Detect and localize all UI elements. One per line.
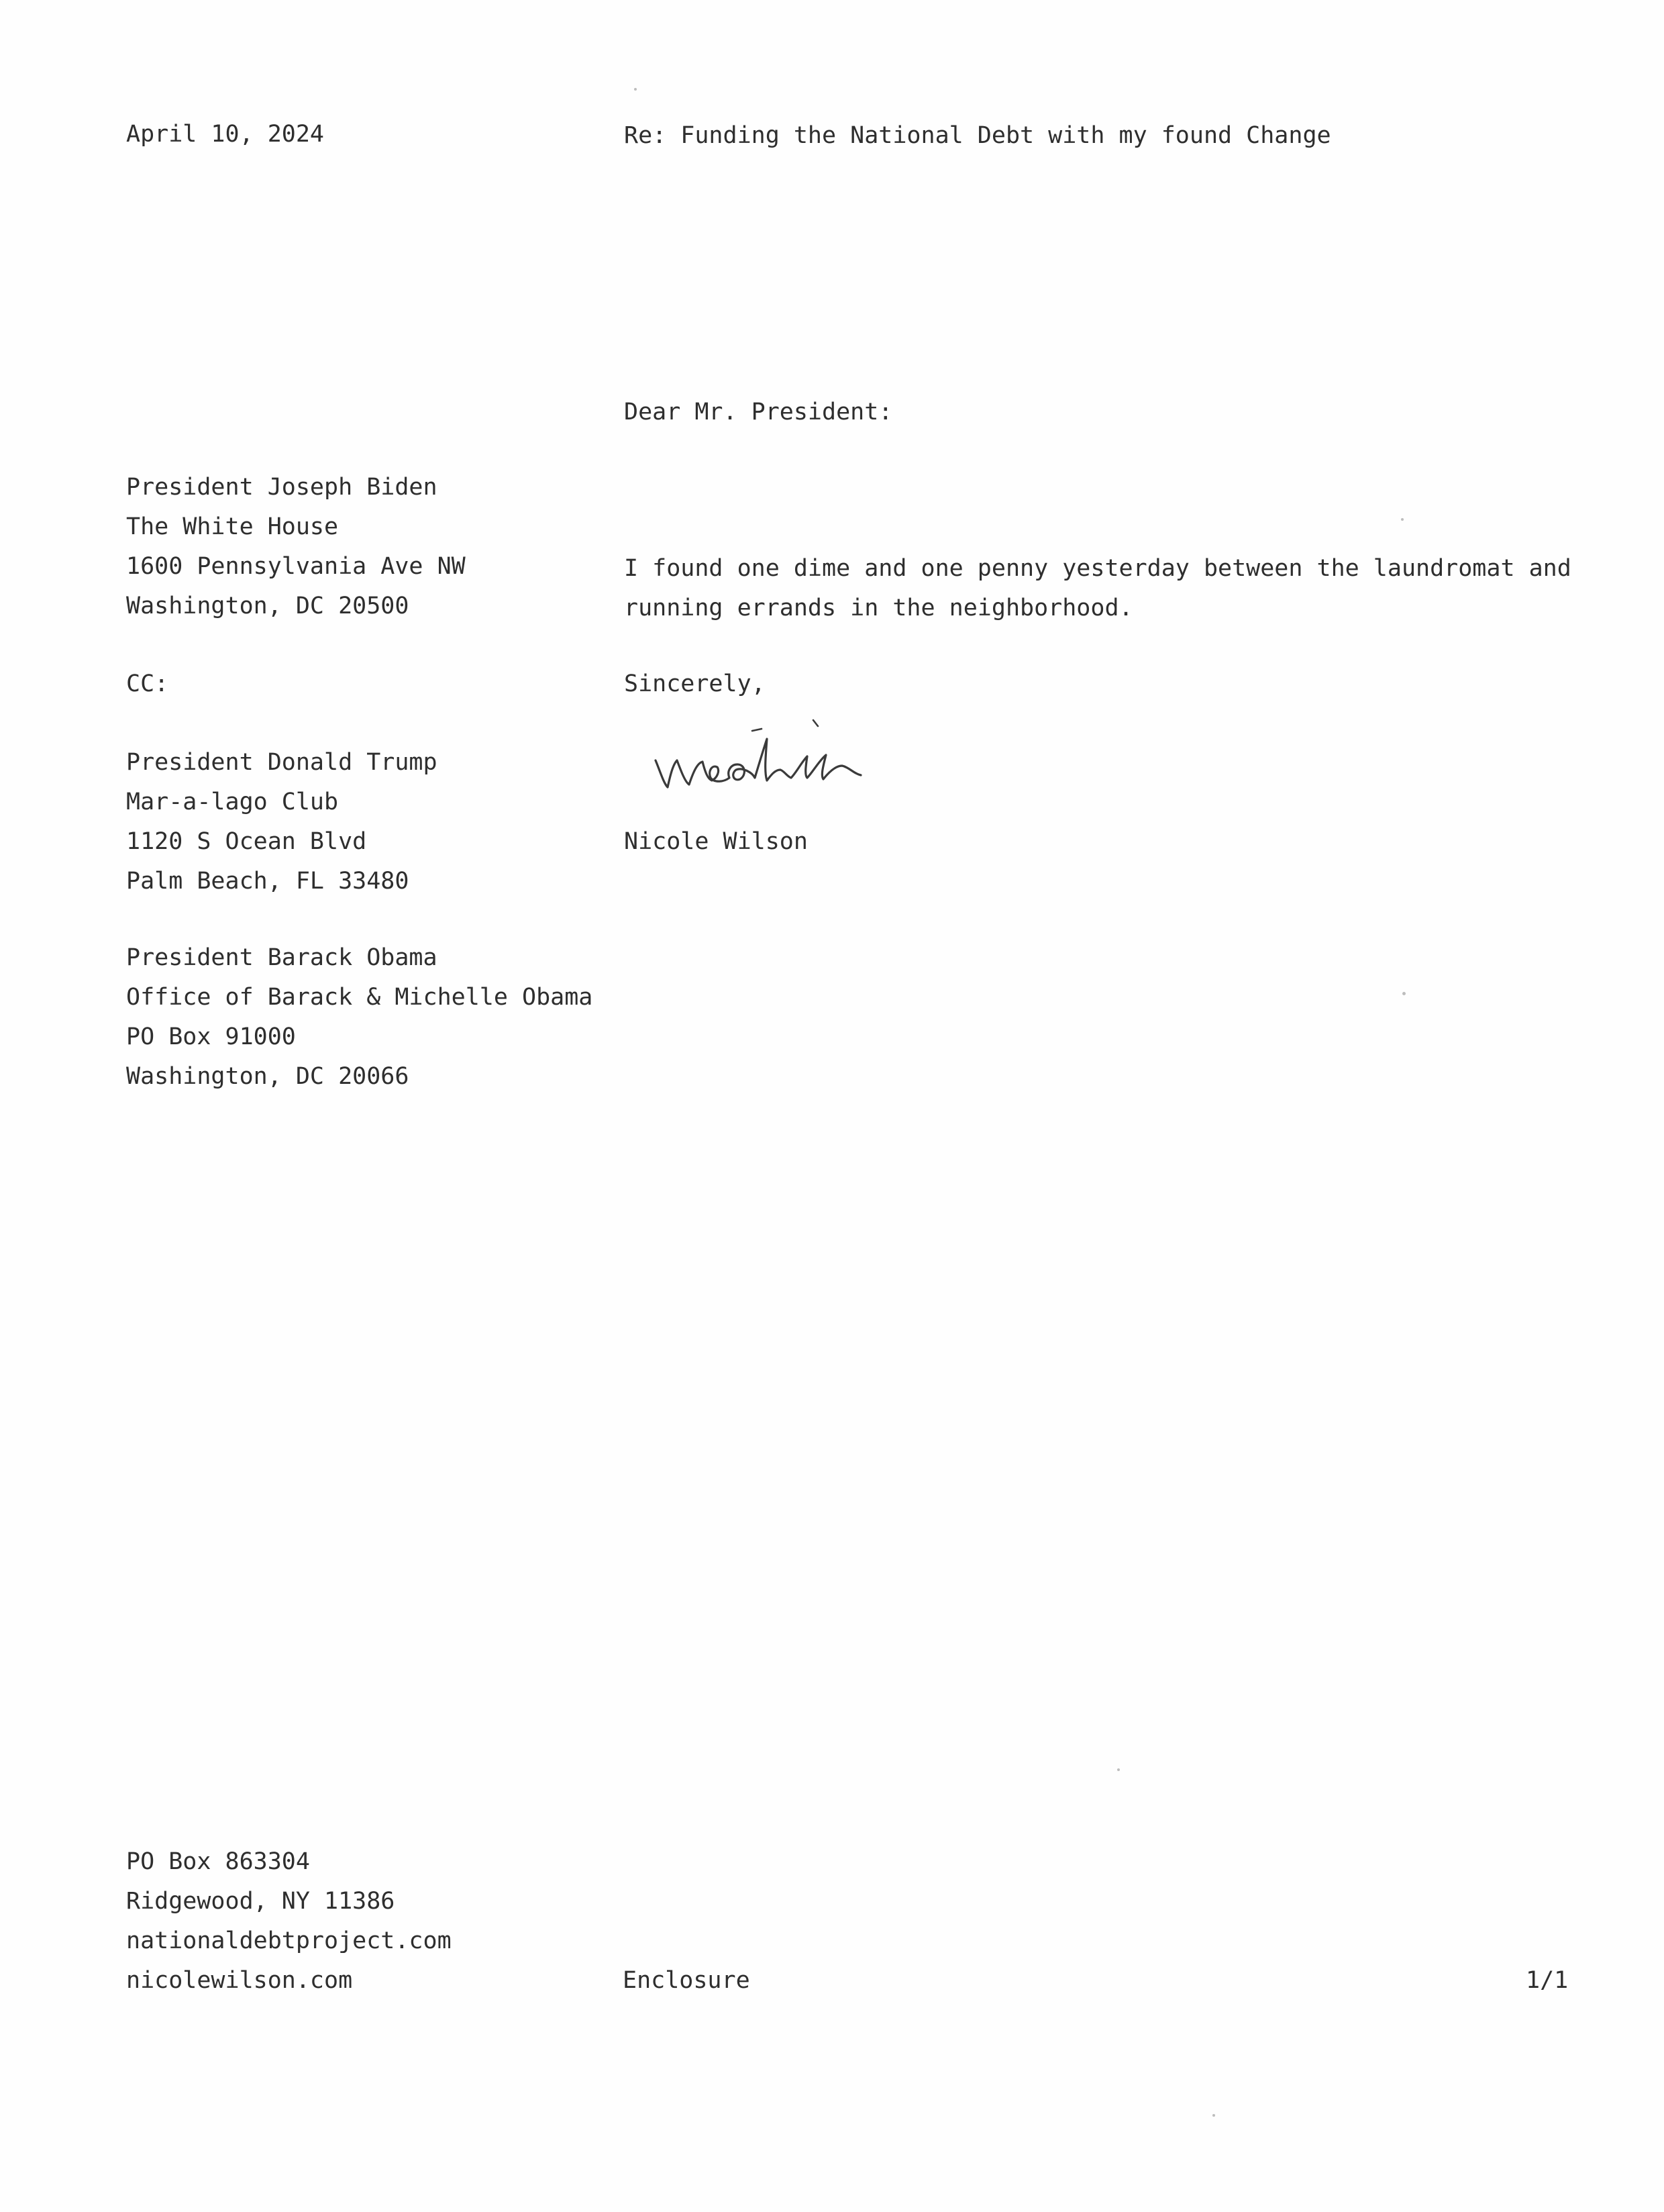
- recipient-address: [126, 468, 466, 626]
- cc-organization: Mar-a-lago Club: [126, 789, 339, 815]
- cc-label: CC:: [126, 670, 169, 697]
- recipient-name: President Joseph Biden: [126, 474, 437, 501]
- cc-city: Washington, DC 20066: [126, 1063, 409, 1090]
- letter-body: [624, 549, 1571, 628]
- cc-name: President Barack Obama: [126, 944, 437, 971]
- recipient-city: Washington, DC 20500: [126, 593, 409, 619]
- letter-subject: Re: Funding the National Debt with my found Change: [624, 122, 1331, 149]
- salutation: Dear Mr. President:: [624, 399, 893, 425]
- body-line: running errands in the neighborhood.: [624, 595, 1133, 621]
- return-city: Ridgewood, NY 11386: [126, 1888, 395, 1915]
- enclosure-note: Enclosure: [623, 1967, 750, 1994]
- return-street: PO Box 863304: [126, 1848, 310, 1875]
- letter-date: April 10, 2024: [126, 121, 325, 148]
- closing: Sincerely,: [624, 670, 766, 697]
- cc-street: PO Box 91000: [126, 1023, 296, 1050]
- return-address: [126, 1842, 452, 2001]
- handwritten-signature: [647, 708, 996, 809]
- cc-address: [126, 938, 592, 1097]
- cc-name: President Donald Trump: [126, 749, 437, 776]
- scan-speck: [1212, 2114, 1215, 2117]
- page-number: 1/1: [1526, 1967, 1569, 1994]
- signer-name: Nicole Wilson: [624, 828, 808, 855]
- scan-speck: [1402, 992, 1406, 995]
- recipient-organization: The White House: [126, 513, 339, 540]
- return-website: nationaldebtproject.com: [126, 1927, 452, 1954]
- scan-speck: [1401, 518, 1404, 521]
- scan-speck: [634, 88, 637, 91]
- cc-city: Palm Beach, FL 33480: [126, 868, 409, 895]
- return-website: nicolewilson.com: [126, 1967, 353, 1994]
- cc-organization: Office of Barack & Michelle Obama: [126, 984, 593, 1011]
- cc-street: 1120 S Ocean Blvd: [126, 828, 367, 855]
- cc-address: [126, 743, 437, 901]
- recipient-street: 1600 Pennsylvania Ave NW: [126, 553, 466, 580]
- scan-speck: [1117, 1768, 1120, 1771]
- body-line: I found one dime and one penny yesterday between the laundromat and: [624, 555, 1571, 582]
